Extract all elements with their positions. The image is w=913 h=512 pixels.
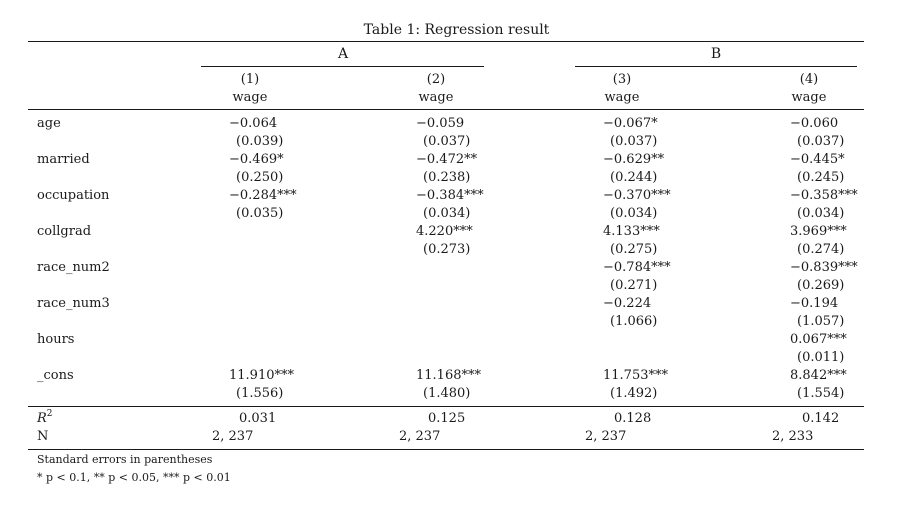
coefficient-cell: 3.969*** [790,224,847,239]
standard-error-cell: (0.034) [797,206,845,221]
dependent-variable-label: wage [604,90,640,105]
standard-error-cell: (0.269) [797,278,845,293]
dependent-variable-label: wage [232,90,268,105]
panel-b-rule [575,66,857,67]
standard-error-cell: (0.273) [423,242,471,257]
coefficient-cell: −0.358*** [790,188,858,203]
coefficient-cell: −0.469* [229,152,284,167]
column-number: (2) [426,72,446,87]
n-value: 2, 237 [399,429,441,444]
r-squared-exponent: 2 [46,408,53,419]
coefficient-cell: −0.784*** [603,260,671,275]
standard-error-cell: (0.011) [797,350,845,365]
coefficient-cell: 4.220*** [416,224,473,239]
standard-error-cell: (0.037) [610,134,658,149]
coefficient-cell: 11.910*** [229,368,294,383]
standard-error-cell: (0.034) [610,206,658,221]
n-value: 2, 237 [585,429,627,444]
standard-error-cell: (0.037) [423,134,471,149]
standard-error-cell: (0.274) [797,242,845,257]
r-squared-value: 0.142 [802,411,840,426]
dependent-variable-label: wage [791,90,827,105]
panel-b-label: B [710,46,722,62]
r-squared-label [37,408,53,426]
standard-error-cell: (1.492) [610,386,658,401]
standard-error-cell: (0.275) [610,242,658,257]
coefficient-cell: −0.284*** [229,188,297,203]
variable-name: married [37,152,90,167]
coefficient-cell: −0.194 [790,296,839,311]
r-squared-symbol: R [37,411,47,426]
dependent-variable-label: wage [418,90,454,105]
coefficient-cell: −0.629** [603,152,665,167]
coefficient-cell: 0.067*** [790,332,847,347]
n-value: 2, 233 [772,429,814,444]
n-label: N [37,429,49,444]
coefficient-cell: −0.839*** [790,260,858,275]
coefficient-cell: −0.445* [790,152,845,167]
variable-name: occupation [37,188,110,203]
variable-name: _cons [37,368,74,383]
coefficient-cell: −0.064 [229,116,278,131]
column-number: (4) [799,72,819,87]
column-number: (1) [240,72,260,87]
panel-a-rule [201,66,484,67]
standard-error-cell: (0.238) [423,170,471,185]
coefficient-cell: −0.059 [416,116,465,131]
variable-name: collgrad [37,224,92,239]
coefficient-cell: −0.370*** [603,188,671,203]
standard-error-cell: (0.245) [797,170,845,185]
coefficient-cell: 11.168*** [416,368,481,383]
standard-error-cell: (0.244) [610,170,658,185]
table-caption: Table 1: Regression result [363,22,550,38]
coefficient-cell: 11.753*** [603,368,668,383]
standard-errors-note: Standard errors in parentheses [37,453,213,466]
r-squared-value: 0.128 [614,411,652,426]
coefficient-cell: 4.133*** [603,224,660,239]
standard-error-cell: (0.250) [236,170,284,185]
bottom-rule [28,449,864,450]
standard-error-cell: (0.037) [797,134,845,149]
standard-error-cell: (0.039) [236,134,284,149]
variable-name: age [37,116,61,131]
standard-error-cell: (1.554) [797,386,845,401]
standard-error-cell: (1.066) [610,314,658,329]
standard-error-cell: (0.035) [236,206,284,221]
coefficient-cell: −0.224 [603,296,652,311]
coefficient-cell: −0.384*** [416,188,484,203]
n-value: 2, 237 [212,429,254,444]
standard-error-cell: (0.271) [610,278,658,293]
variable-name: hours [37,332,75,347]
header-rule [28,109,864,110]
coefficient-cell: −0.060 [790,116,839,131]
coefficient-cell: 8.842*** [790,368,847,383]
column-number: (3) [612,72,632,87]
top-rule [28,41,864,42]
r-squared-value: 0.031 [239,411,277,426]
r-squared-value: 0.125 [428,411,466,426]
variable-name: race_num3 [37,296,110,311]
standard-error-cell: (1.480) [423,386,471,401]
variable-name: race_num2 [37,260,110,275]
standard-error-cell: (0.034) [423,206,471,221]
standard-error-cell: (1.556) [236,386,284,401]
panel-a-label: A [337,46,349,62]
significance-note: * p < 0.1, ** p < 0.05, *** p < 0.01 [37,471,231,484]
stats-rule [28,406,864,407]
coefficient-cell: −0.067* [603,116,658,131]
standard-error-cell: (1.057) [797,314,845,329]
coefficient-cell: −0.472** [416,152,478,167]
